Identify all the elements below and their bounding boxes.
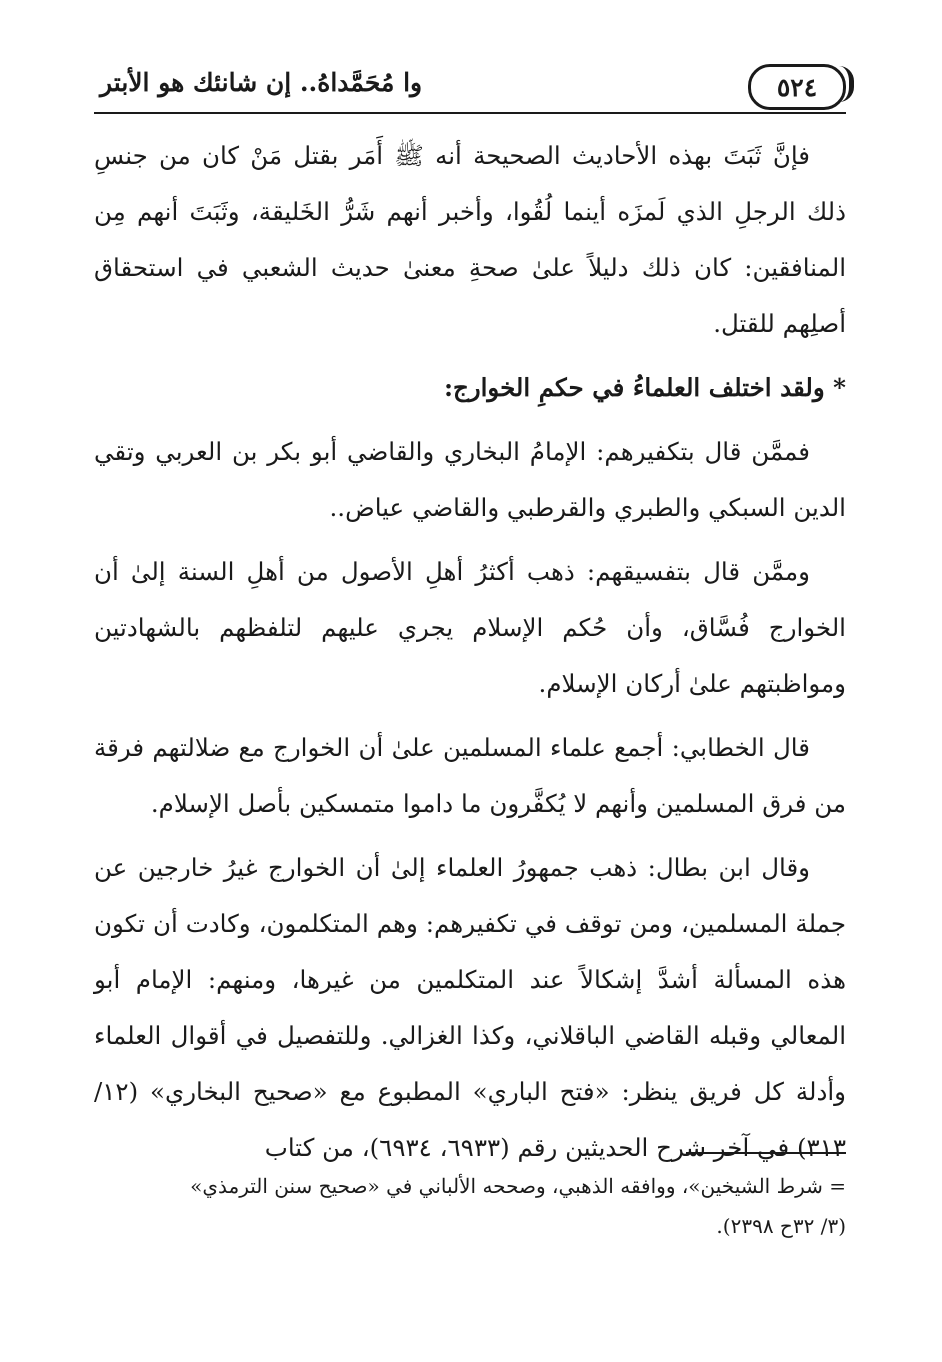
paragraph-5: وقال ابن بطال: ذهب جمهورُ العلماء إلىٰ أن الخوارج غيرُ خارجين عن جملة المسلمين، ومن توقف في تكفيرهم: وهم المتكلمون، وكادت أن تكون هذه المسألة أشدَّ إشكالاً عند المتكلمين من غيرها، ومنهم: الإمام أبو المعالي وقبله القاضي الباقلاني، وكذا الغزالي. وللتفصيل في أقوال العلماء وأدلة كل فريق ينظر: «فتح الباري» المطبوع مع «صحيح البخاري» (١٢/ ٣١٣) في آخر شرح الحديثين رقم (٦٩٣٣، ٦٩٣٤)، من كتاب (94, 853, 846, 1162)
page-header (94, 62, 846, 116)
main-text (94, 128, 846, 1184)
page-number: ٥٢٤ (776, 72, 818, 102)
footnote-rule (686, 1152, 846, 1154)
header-rule (94, 112, 846, 114)
footnote-line-2: (٣/ ٣٢ح ٢٣٩٨). (716, 1214, 846, 1238)
footnote-line-1: = شرط الشيخين»، ووافقه الذهبي، وصححه الألباني في «صحيح سنن الترمذي» (190, 1174, 846, 1198)
footnote (94, 1166, 846, 1246)
page-number-ornament (839, 66, 854, 102)
paragraph-4: قال الخطابي: أجمع علماء المسلمين علىٰ أن الخوارج مع ضلالتهم فرقة من فرق المسلمين وأنهم لا يُكفَّرون ما داموا متمسكين بأصل الإسلام. (94, 733, 846, 818)
paragraph-3: وممَّن قال بتفسيقهم: ذهب أكثرُ أهلِ الأصول من أهلِ السنة إلىٰ أن الخوارج فُسَّاق، وأن حُكم الإسلام يجري عليهم لتلفظهم بالشهادتين ومواظبتهم علىٰ أركان الإسلام. (94, 557, 846, 698)
paragraph-2: فممَّن قال بتكفيرهم: الإمامُ البخاري والقاضي أبو بكر بن العربي وتقي الدين السبكي والطبري والقرطبي والقاضي عياض.. (94, 437, 846, 522)
running-title: وا مُحَمَّداهُ.. إن شانئك هو الأبتر (100, 68, 423, 97)
page-number-badge (748, 64, 846, 110)
section-heading: * ولقد اختلف العلماءُ في حكمِ الخوارج: (443, 373, 846, 402)
paragraph-1: فإنَّ ثَبَتَ بهذه الأحاديث الصحيحة أنه ﷺ أَمَر بقتل مَنْ كان من جنسِ ذلك الرجلِ الذي لَمزَه أينما لُقُوا، وأخبر أنهم شَرُّ الخَليقة، وثَبَتَ أنهم مِن المنافقين: كان ذلك دليلاً علىٰ صحةِ معنىٰ حديث الشعبي في استحقاق أصلِهم للقتل. (94, 141, 846, 338)
